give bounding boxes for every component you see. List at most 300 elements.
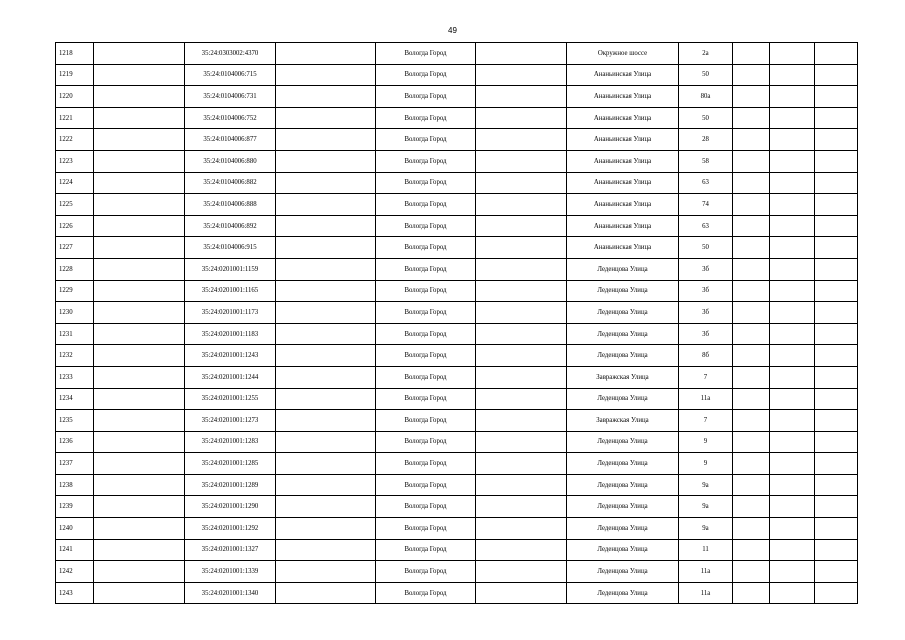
empty-cell — [815, 410, 858, 432]
cadastral-number-cell: 35:24:0104006:731 — [185, 86, 276, 108]
empty-cell — [94, 280, 185, 302]
empty-cell — [476, 431, 567, 453]
table-body — [56, 43, 858, 604]
house-number-cell: 11а — [679, 388, 733, 410]
empty-cell — [733, 64, 770, 86]
city-cell: Вологда Город — [376, 172, 476, 194]
empty-cell — [733, 323, 770, 345]
cadastral-number-cell: 35:24:0201001:1244 — [185, 366, 276, 388]
cadastral-number-cell: 35:24:0201001:1243 — [185, 345, 276, 367]
empty-cell — [815, 302, 858, 324]
row-number-cell: 1235 — [56, 410, 94, 432]
empty-cell — [770, 43, 815, 65]
cadastral-number-cell: 35:24:0104006:877 — [185, 129, 276, 151]
street-cell: Леденцова Улица — [567, 345, 679, 367]
empty-cell — [94, 43, 185, 65]
table-row — [56, 129, 858, 151]
empty-cell — [276, 518, 376, 540]
house-number-cell: 8б — [679, 345, 733, 367]
empty-cell — [94, 150, 185, 172]
row-number-cell: 1237 — [56, 453, 94, 475]
table-row — [56, 258, 858, 280]
empty-cell — [733, 258, 770, 280]
city-cell: Вологда Город — [376, 388, 476, 410]
empty-cell — [815, 518, 858, 540]
empty-cell — [94, 539, 185, 561]
empty-cell — [815, 64, 858, 86]
row-number-cell: 1225 — [56, 194, 94, 216]
empty-cell — [815, 345, 858, 367]
table-row — [56, 496, 858, 518]
empty-cell — [815, 453, 858, 475]
city-cell: Вологда Город — [376, 474, 476, 496]
table-row — [56, 410, 858, 432]
house-number-cell: 28 — [679, 129, 733, 151]
empty-cell — [276, 215, 376, 237]
house-number-cell: 11 — [679, 539, 733, 561]
cadastral-number-cell: 35:24:0201001:1285 — [185, 453, 276, 475]
city-cell: Вологда Город — [376, 453, 476, 475]
street-cell: Завражская Улица — [567, 410, 679, 432]
empty-cell — [770, 388, 815, 410]
house-number-cell: 2а — [679, 43, 733, 65]
street-cell: Ананьинская Улица — [567, 150, 679, 172]
empty-cell — [815, 194, 858, 216]
cadastral-number-cell: 35:24:0201001:1283 — [185, 431, 276, 453]
house-number-cell: 7 — [679, 410, 733, 432]
city-cell: Вологда Город — [376, 215, 476, 237]
city-cell: Вологда Город — [376, 431, 476, 453]
empty-cell — [770, 64, 815, 86]
empty-cell — [770, 302, 815, 324]
row-number-cell: 1220 — [56, 86, 94, 108]
cadastral-number-cell: 35:24:0104006:915 — [185, 237, 276, 259]
empty-cell — [94, 366, 185, 388]
empty-cell — [733, 237, 770, 259]
empty-cell — [770, 280, 815, 302]
empty-cell — [770, 237, 815, 259]
street-cell: Леденцова Улица — [567, 474, 679, 496]
empty-cell — [276, 323, 376, 345]
empty-cell — [94, 129, 185, 151]
empty-cell — [94, 64, 185, 86]
registry-table — [55, 42, 858, 604]
street-cell: Ананьинская Улица — [567, 237, 679, 259]
cadastral-number-cell: 35:24:0104006:888 — [185, 194, 276, 216]
empty-cell — [733, 345, 770, 367]
empty-cell — [733, 215, 770, 237]
street-cell: Леденцова Улица — [567, 539, 679, 561]
empty-cell — [476, 388, 567, 410]
empty-cell — [476, 129, 567, 151]
house-number-cell: 3б — [679, 302, 733, 324]
table-row — [56, 172, 858, 194]
empty-cell — [476, 323, 567, 345]
empty-cell — [733, 496, 770, 518]
empty-cell — [815, 431, 858, 453]
city-cell: Вологда Город — [376, 194, 476, 216]
table-row — [56, 194, 858, 216]
house-number-cell: 63 — [679, 215, 733, 237]
row-number-cell: 1239 — [56, 496, 94, 518]
empty-cell — [770, 107, 815, 129]
city-cell: Вологда Город — [376, 237, 476, 259]
empty-cell — [94, 453, 185, 475]
empty-cell — [476, 237, 567, 259]
street-cell: Леденцова Улица — [567, 561, 679, 583]
empty-cell — [815, 150, 858, 172]
street-cell: Ананьинская Улица — [567, 215, 679, 237]
empty-cell — [276, 280, 376, 302]
empty-cell — [733, 86, 770, 108]
empty-cell — [770, 215, 815, 237]
cadastral-number-cell: 35:24:0201001:1173 — [185, 302, 276, 324]
cadastral-number-cell: 35:24:0201001:1327 — [185, 539, 276, 561]
house-number-cell: 58 — [679, 150, 733, 172]
empty-cell — [733, 561, 770, 583]
empty-cell — [276, 258, 376, 280]
city-cell: Вологда Город — [376, 366, 476, 388]
street-cell: Ананьинская Улица — [567, 129, 679, 151]
table-row — [56, 64, 858, 86]
empty-cell — [94, 474, 185, 496]
empty-cell — [94, 258, 185, 280]
empty-cell — [94, 345, 185, 367]
empty-cell — [733, 453, 770, 475]
table-row — [56, 302, 858, 324]
empty-cell — [815, 43, 858, 65]
empty-cell — [94, 172, 185, 194]
city-cell: Вологда Город — [376, 561, 476, 583]
empty-cell — [276, 194, 376, 216]
empty-cell — [770, 194, 815, 216]
empty-cell — [476, 215, 567, 237]
empty-cell — [276, 345, 376, 367]
cadastral-number-cell: 35:24:0201001:1290 — [185, 496, 276, 518]
empty-cell — [815, 582, 858, 604]
house-number-cell: 3б — [679, 258, 733, 280]
empty-cell — [276, 302, 376, 324]
row-number-cell: 1236 — [56, 431, 94, 453]
table-row — [56, 107, 858, 129]
street-cell: Ананьинская Улица — [567, 172, 679, 194]
row-number-cell: 1243 — [56, 582, 94, 604]
empty-cell — [476, 107, 567, 129]
empty-cell — [733, 366, 770, 388]
empty-cell — [476, 345, 567, 367]
cadastral-number-cell: 35:24:0201001:1292 — [185, 518, 276, 540]
empty-cell — [815, 496, 858, 518]
empty-cell — [94, 302, 185, 324]
empty-cell — [733, 410, 770, 432]
empty-cell — [815, 388, 858, 410]
cadastral-number-cell: 35:24:0303002:4370 — [185, 43, 276, 65]
empty-cell — [276, 129, 376, 151]
empty-cell — [94, 323, 185, 345]
table-row — [56, 453, 858, 475]
empty-cell — [733, 43, 770, 65]
cadastral-number-cell: 35:24:0201001:1255 — [185, 388, 276, 410]
empty-cell — [476, 43, 567, 65]
street-cell: Леденцова Улица — [567, 582, 679, 604]
city-cell: Вологда Город — [376, 410, 476, 432]
empty-cell — [770, 518, 815, 540]
street-cell: Леденцова Улица — [567, 323, 679, 345]
empty-cell — [815, 280, 858, 302]
street-cell: Леденцова Улица — [567, 431, 679, 453]
cadastral-number-cell: 35:24:0104006:715 — [185, 64, 276, 86]
empty-cell — [815, 237, 858, 259]
row-number-cell: 1238 — [56, 474, 94, 496]
empty-cell — [770, 150, 815, 172]
empty-cell — [770, 410, 815, 432]
empty-cell — [770, 366, 815, 388]
cadastral-number-cell: 35:24:0201001:1165 — [185, 280, 276, 302]
city-cell: Вологда Город — [376, 107, 476, 129]
empty-cell — [276, 496, 376, 518]
house-number-cell: 3б — [679, 280, 733, 302]
empty-cell — [94, 518, 185, 540]
empty-cell — [276, 561, 376, 583]
table-row — [56, 539, 858, 561]
city-cell: Вологда Город — [376, 345, 476, 367]
row-number-cell: 1228 — [56, 258, 94, 280]
house-number-cell: 9а — [679, 518, 733, 540]
empty-cell — [94, 582, 185, 604]
street-cell: Завражская Улица — [567, 366, 679, 388]
row-number-cell: 1230 — [56, 302, 94, 324]
empty-cell — [94, 388, 185, 410]
empty-cell — [276, 43, 376, 65]
empty-cell — [476, 453, 567, 475]
empty-cell — [476, 258, 567, 280]
empty-cell — [276, 539, 376, 561]
empty-cell — [815, 323, 858, 345]
street-cell: Леденцова Улица — [567, 302, 679, 324]
empty-cell — [476, 64, 567, 86]
empty-cell — [476, 86, 567, 108]
empty-cell — [770, 539, 815, 561]
empty-cell — [476, 561, 567, 583]
table-row — [56, 323, 858, 345]
empty-cell — [733, 150, 770, 172]
row-number-cell: 1221 — [56, 107, 94, 129]
house-number-cell: 63 — [679, 172, 733, 194]
empty-cell — [276, 366, 376, 388]
cadastral-number-cell: 35:24:0201001:1339 — [185, 561, 276, 583]
empty-cell — [733, 302, 770, 324]
street-cell: Ананьинская Улица — [567, 86, 679, 108]
table-row — [56, 474, 858, 496]
empty-cell — [94, 496, 185, 518]
empty-cell — [276, 453, 376, 475]
empty-cell — [94, 86, 185, 108]
empty-cell — [276, 172, 376, 194]
empty-cell — [770, 86, 815, 108]
row-number-cell: 1222 — [56, 129, 94, 151]
empty-cell — [770, 453, 815, 475]
table-row — [56, 345, 858, 367]
empty-cell — [276, 237, 376, 259]
empty-cell — [815, 474, 858, 496]
row-number-cell: 1231 — [56, 323, 94, 345]
house-number-cell: 50 — [679, 64, 733, 86]
empty-cell — [815, 172, 858, 194]
empty-cell — [94, 237, 185, 259]
city-cell: Вологда Город — [376, 86, 476, 108]
house-number-cell: 11а — [679, 582, 733, 604]
table-row — [56, 518, 858, 540]
table-row — [56, 86, 858, 108]
city-cell: Вологда Город — [376, 129, 476, 151]
empty-cell — [815, 366, 858, 388]
empty-cell — [815, 258, 858, 280]
empty-cell — [476, 496, 567, 518]
street-cell: Леденцова Улица — [567, 496, 679, 518]
empty-cell — [770, 172, 815, 194]
empty-cell — [733, 431, 770, 453]
house-number-cell: 11а — [679, 561, 733, 583]
empty-cell — [733, 539, 770, 561]
empty-cell — [770, 561, 815, 583]
empty-cell — [476, 172, 567, 194]
street-cell: Леденцова Улица — [567, 453, 679, 475]
empty-cell — [476, 518, 567, 540]
empty-cell — [815, 129, 858, 151]
empty-cell — [733, 518, 770, 540]
street-cell: Леденцова Улица — [567, 388, 679, 410]
row-number-cell: 1233 — [56, 366, 94, 388]
empty-cell — [276, 388, 376, 410]
empty-cell — [733, 582, 770, 604]
empty-cell — [815, 561, 858, 583]
city-cell: Вологда Город — [376, 582, 476, 604]
empty-cell — [770, 345, 815, 367]
empty-cell — [733, 172, 770, 194]
empty-cell — [815, 539, 858, 561]
table-row — [56, 366, 858, 388]
row-number-cell: 1242 — [56, 561, 94, 583]
street-cell: Ананьинская Улица — [567, 107, 679, 129]
street-cell: Ананьинская Улица — [567, 194, 679, 216]
row-number-cell: 1232 — [56, 345, 94, 367]
house-number-cell: 80а — [679, 86, 733, 108]
empty-cell — [276, 107, 376, 129]
city-cell: Вологда Город — [376, 323, 476, 345]
empty-cell — [476, 539, 567, 561]
table-row — [56, 215, 858, 237]
table-row — [56, 561, 858, 583]
row-number-cell: 1223 — [56, 150, 94, 172]
empty-cell — [276, 410, 376, 432]
cadastral-number-cell: 35:24:0104006:752 — [185, 107, 276, 129]
empty-cell — [770, 431, 815, 453]
street-cell: Ананьинская Улица — [567, 64, 679, 86]
empty-cell — [476, 582, 567, 604]
table-row — [56, 431, 858, 453]
row-number-cell: 1240 — [56, 518, 94, 540]
empty-cell — [476, 302, 567, 324]
empty-cell — [276, 582, 376, 604]
empty-cell — [770, 474, 815, 496]
house-number-cell: 3б — [679, 323, 733, 345]
city-cell: Вологда Город — [376, 496, 476, 518]
house-number-cell: 50 — [679, 107, 733, 129]
row-number-cell: 1234 — [56, 388, 94, 410]
cadastral-number-cell: 35:24:0201001:1273 — [185, 410, 276, 432]
row-number-cell: 1219 — [56, 64, 94, 86]
empty-cell — [276, 64, 376, 86]
row-number-cell: 1229 — [56, 280, 94, 302]
table-row — [56, 237, 858, 259]
street-cell: Леденцова Улица — [567, 258, 679, 280]
empty-cell — [94, 561, 185, 583]
empty-cell — [476, 366, 567, 388]
city-cell: Вологда Город — [376, 518, 476, 540]
cadastral-number-cell: 35:24:0104006:882 — [185, 172, 276, 194]
house-number-cell: 74 — [679, 194, 733, 216]
row-number-cell: 1241 — [56, 539, 94, 561]
empty-cell — [733, 129, 770, 151]
house-number-cell: 7 — [679, 366, 733, 388]
empty-cell — [815, 86, 858, 108]
empty-cell — [815, 215, 858, 237]
cadastral-number-cell: 35:24:0201001:1183 — [185, 323, 276, 345]
city-cell: Вологда Город — [376, 150, 476, 172]
empty-cell — [276, 431, 376, 453]
table-row — [56, 388, 858, 410]
empty-cell — [770, 129, 815, 151]
house-number-cell: 50 — [679, 237, 733, 259]
empty-cell — [770, 496, 815, 518]
empty-cell — [476, 410, 567, 432]
empty-cell — [276, 150, 376, 172]
city-cell: Вологда Город — [376, 64, 476, 86]
empty-cell — [276, 474, 376, 496]
empty-cell — [476, 280, 567, 302]
empty-cell — [94, 215, 185, 237]
row-number-cell: 1218 — [56, 43, 94, 65]
empty-cell — [733, 474, 770, 496]
row-number-cell: 1224 — [56, 172, 94, 194]
empty-cell — [94, 410, 185, 432]
city-cell: Вологда Город — [376, 302, 476, 324]
empty-cell — [476, 194, 567, 216]
city-cell: Вологда Город — [376, 258, 476, 280]
empty-cell — [476, 474, 567, 496]
empty-cell — [276, 86, 376, 108]
house-number-cell: 9 — [679, 453, 733, 475]
empty-cell — [733, 107, 770, 129]
city-cell: Вологда Город — [376, 280, 476, 302]
house-number-cell: 9 — [679, 431, 733, 453]
empty-cell — [94, 431, 185, 453]
empty-cell — [94, 107, 185, 129]
empty-cell — [770, 323, 815, 345]
house-number-cell: 9а — [679, 474, 733, 496]
city-cell: Вологда Город — [376, 539, 476, 561]
table-row — [56, 43, 858, 65]
empty-cell — [476, 150, 567, 172]
cadastral-number-cell: 35:24:0201001:1159 — [185, 258, 276, 280]
empty-cell — [733, 388, 770, 410]
street-cell: Леденцова Улица — [567, 518, 679, 540]
cadastral-number-cell: 35:24:0201001:1340 — [185, 582, 276, 604]
cadastral-number-cell: 35:24:0104006:892 — [185, 215, 276, 237]
empty-cell — [815, 107, 858, 129]
empty-cell — [770, 582, 815, 604]
cadastral-number-cell: 35:24:0201001:1289 — [185, 474, 276, 496]
